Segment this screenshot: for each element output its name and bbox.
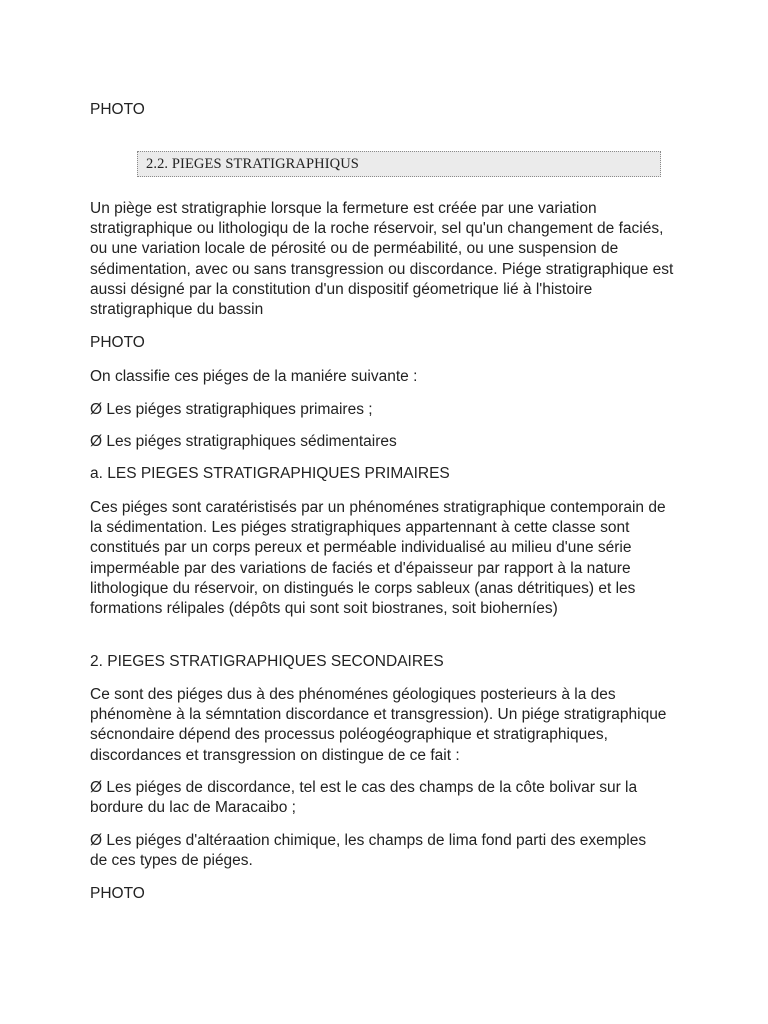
photo-placeholder-2: PHOTO xyxy=(90,334,145,351)
list-item-discordance: Ø Les piéges de discordance, tel est le cas des champs de la côte bolivar sur la bordure du lac de Maracaibo ; xyxy=(90,779,638,817)
section-heading: 2.2. PIEGES STRATIGRAPHIQUS xyxy=(146,156,359,172)
photo-placeholder-3: PHOTO xyxy=(90,885,145,902)
photo-placeholder-1: PHOTO xyxy=(90,101,145,118)
list-item-alteration: Ø Les piéges d'altéraation chimique, les champs de lima fond parti des exemples de ces types de piéges. xyxy=(90,832,647,870)
list-item-primary: Ø Les piéges stratigraphiques primaires ; xyxy=(90,401,373,418)
paragraph-secondary: Ce sont des piéges dus à des phénoménes géologiques posterieurs à la des phénomène à la sémntation discordance et transgression). Un piége stratigraphique sécnondaire dépend des processus poléogéographique et stratigraphiques, discordances et transgression on distingue de ce fait : xyxy=(90,686,667,764)
subheading-secondary: 2. PIEGES STRATIGRAPHIQUES SECONDAIRES xyxy=(90,653,444,670)
paragraph-classification: On classifie ces piéges de la maniére suivante : xyxy=(90,368,418,385)
paragraph-primary: Ces piéges sont caratéristisés par un phénoménes stratigraphique contemporain de la sédimentation. Les piéges stratigraphiques appartennant à cette classe sont constitués par un corps pereux et perméable individualisé au milieu d'une série imperméable par des variations de faciés et d'épaisseur par rapport à la nature lithologique du réservoir, on distingués le corps sableux (anas détritiques) et les formations rélipales (dépôts qui sont soit biostranes, soit bioherníes) xyxy=(90,499,666,618)
list-item-sedimentary: Ø Les piéges stratigraphiques sédimentaires xyxy=(90,433,397,450)
subheading-primary: a. LES PIEGES STRATIGRAPHIQUES PRIMAIRES xyxy=(90,465,450,482)
section-heading-box xyxy=(137,151,661,177)
paragraph-intro: Un piège est stratigraphie lorsque la fermeture est créée par une variation stratigraphique ou lithologiqu de la roche réservoir, sel qu'un changement de faciés, ou une variation locale de pérosité ou de perméabilité, ou une suspension de sédimentation, avec ou sans transgression ou discordance. Piége stratigraphique est aussi désigné par la constitution d'un dispositif géometrique lié à l'histoire stratigraphique du bassin xyxy=(90,200,674,319)
